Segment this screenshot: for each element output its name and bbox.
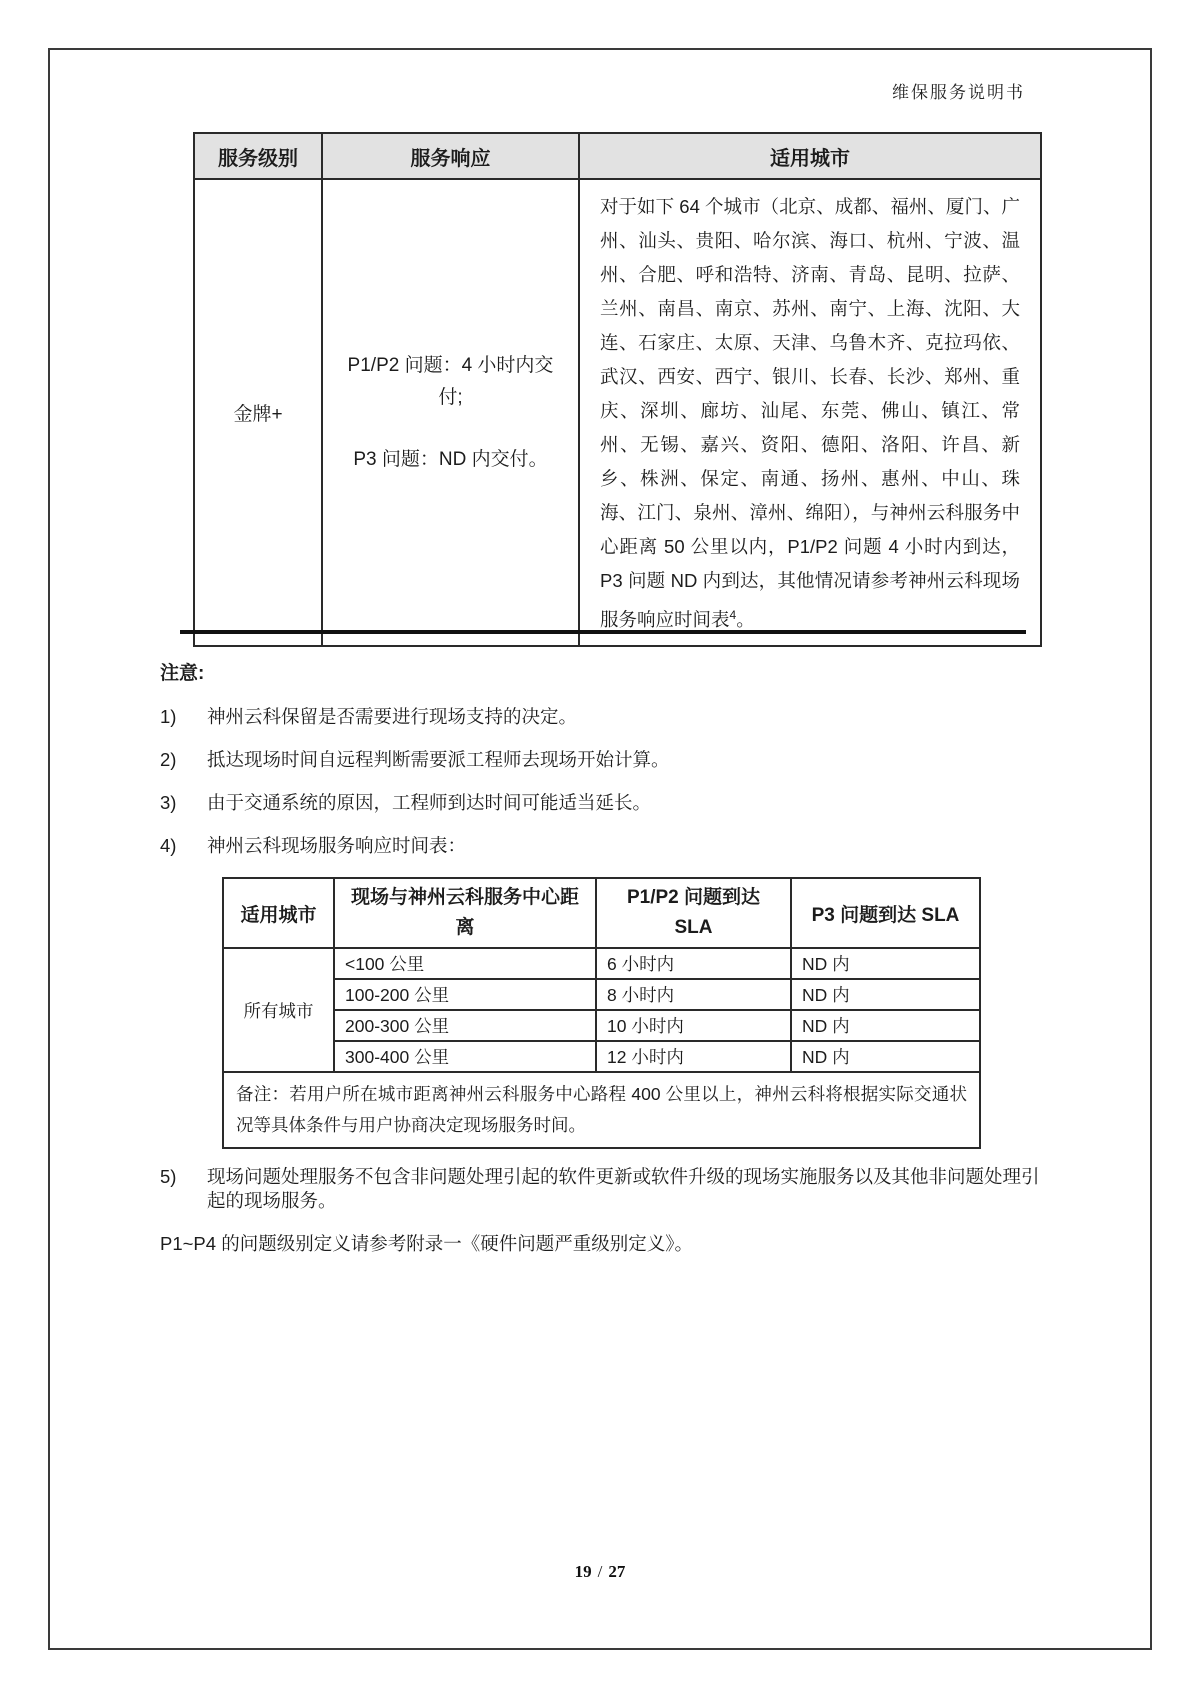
sla-row-1 xyxy=(223,948,980,979)
sla-remark: 备注：若用户所在城市距离神州云科服务中心路程 400 公里以上，神州云科将根据实际交通状况等具体条件与用户协商决定现场服务时间。 xyxy=(223,1072,980,1148)
footer-separator: / xyxy=(597,1562,603,1581)
sla-p3-value: ND 内 xyxy=(791,1010,980,1041)
service-level-value: 金牌+ xyxy=(194,179,322,646)
sla-p3-value: ND 内 xyxy=(791,979,980,1010)
note-item-5 xyxy=(160,1165,1050,1213)
note-number: 3) xyxy=(160,792,177,813)
sla-distance: 100-200 公里 xyxy=(334,979,596,1010)
section-divider-rule xyxy=(180,630,1026,634)
sla-row-4 xyxy=(223,1041,980,1072)
sla-distance: <100 公里 xyxy=(334,948,596,979)
sla-p3-value: ND 内 xyxy=(791,948,980,979)
service-table-header-row xyxy=(194,133,1041,179)
note-text: 抵达现场时间自远程判断需要派工程师去现场开始计算。 xyxy=(207,749,670,770)
header-cell-service-level: 服务级别 xyxy=(194,133,322,179)
onsite-sla-table xyxy=(222,877,981,1149)
sla-p1p2-value: 6 小时内 xyxy=(596,948,791,979)
response-p3: P3 问题：ND 内交付。 xyxy=(353,448,548,470)
cities-text-end: 。 xyxy=(736,609,755,631)
header-cell-service-response: 服务响应 xyxy=(322,133,579,179)
note-item-1 xyxy=(160,705,1050,729)
footer-page-number: 19 xyxy=(574,1562,592,1581)
note-number: 2) xyxy=(160,749,177,770)
notes-section xyxy=(160,658,1050,1256)
header-cell-applicable-cities: 适用城市 xyxy=(579,133,1041,179)
sla-city-scope: 所有城市 xyxy=(223,948,334,1072)
sla-p3-value: ND 内 xyxy=(791,1041,980,1072)
sla-remark-row xyxy=(223,1072,980,1148)
note-text: 现场问题处理服务不包含非问题处理引起的软件更新或软件升级的现场实施服务以及其他非问题处理引起的现场服务。 xyxy=(207,1166,1040,1211)
sla-header-p1p2: P1/P2 问题到达 SLA xyxy=(596,878,791,948)
note-item-4 xyxy=(160,834,1050,858)
service-table-body-row xyxy=(194,179,1041,646)
notes-title: 注意: xyxy=(160,663,205,684)
closing-line: P1~P4 的问题级别定义请参考附录一《硬件问题严重级别定义》。 xyxy=(160,1233,693,1254)
note-number: 5) xyxy=(160,1166,177,1187)
footnote-ref-4: 4 xyxy=(729,608,737,622)
page-footer xyxy=(0,1562,1200,1582)
sla-distance: 200-300 公里 xyxy=(334,1010,596,1041)
sla-p1p2-value: 12 小时内 xyxy=(596,1041,791,1072)
service-level-table xyxy=(193,132,1042,647)
note-text: 神州云科保留是否需要进行现场支持的决定。 xyxy=(207,706,578,727)
note-item-2 xyxy=(160,748,1050,772)
service-response-cell xyxy=(322,179,579,646)
sla-distance: 300-400 公里 xyxy=(334,1041,596,1072)
note-number: 1) xyxy=(160,706,177,727)
sla-header-distance: 现场与神州云科服务中心距离 xyxy=(334,878,596,948)
sla-table-header-row xyxy=(223,878,980,948)
sla-header-p3: P3 问题到达 SLA xyxy=(791,878,980,948)
note-item-3 xyxy=(160,791,1050,815)
sla-header-applicable-cities: 适用城市 xyxy=(223,878,334,948)
applicable-cities-cell xyxy=(579,179,1041,646)
note-text: 神州云科现场服务响应时间表： xyxy=(207,835,467,856)
document-header-title: 维保服务说明书 xyxy=(892,83,1025,102)
footer-page-total: 27 xyxy=(608,1562,626,1581)
note-text: 由于交通系统的原因，工程师到达时间可能适当延长。 xyxy=(207,792,652,813)
sla-p1p2-value: 10 小时内 xyxy=(596,1010,791,1041)
note-number: 4) xyxy=(160,835,177,856)
sla-row-2 xyxy=(223,979,980,1010)
sla-p1p2-value: 8 小时内 xyxy=(596,979,791,1010)
sla-row-3 xyxy=(223,1010,980,1041)
response-p1p2: P1/P2 问题：4 小时内交付; xyxy=(347,354,554,408)
cities-text: 对于如下 64 个城市（北京、成都、福州、厦门、广州、汕头、贵阳、哈尔滨、海口、杭州、宁波、温州、合肥、呼和浩特、济南、青岛、昆明、拉萨、兰州、南昌、南京、苏州、南宁、上海、沈阳、大连、石家庄、太原、天津、乌鲁木齐、克拉玛依、武汉、西安、西宁、银川、长春、长沙、郑州、重庆、深圳、廊坊、汕尾、东莞、佛山、镇江、常州、无锡、嘉兴、资阳、德阳、洛阳、许昌、新乡、株洲、保定、南通、扬州、惠州、中山、珠海、江门、泉州、漳州、绵阳），与神州云科服务中心距离 50 公里以内，P1/P2 问题 4 小时内到达，P3 问题 ND 内到达，其他情况请参考神州云科现场服务响应时间表 xyxy=(600,196,1020,631)
